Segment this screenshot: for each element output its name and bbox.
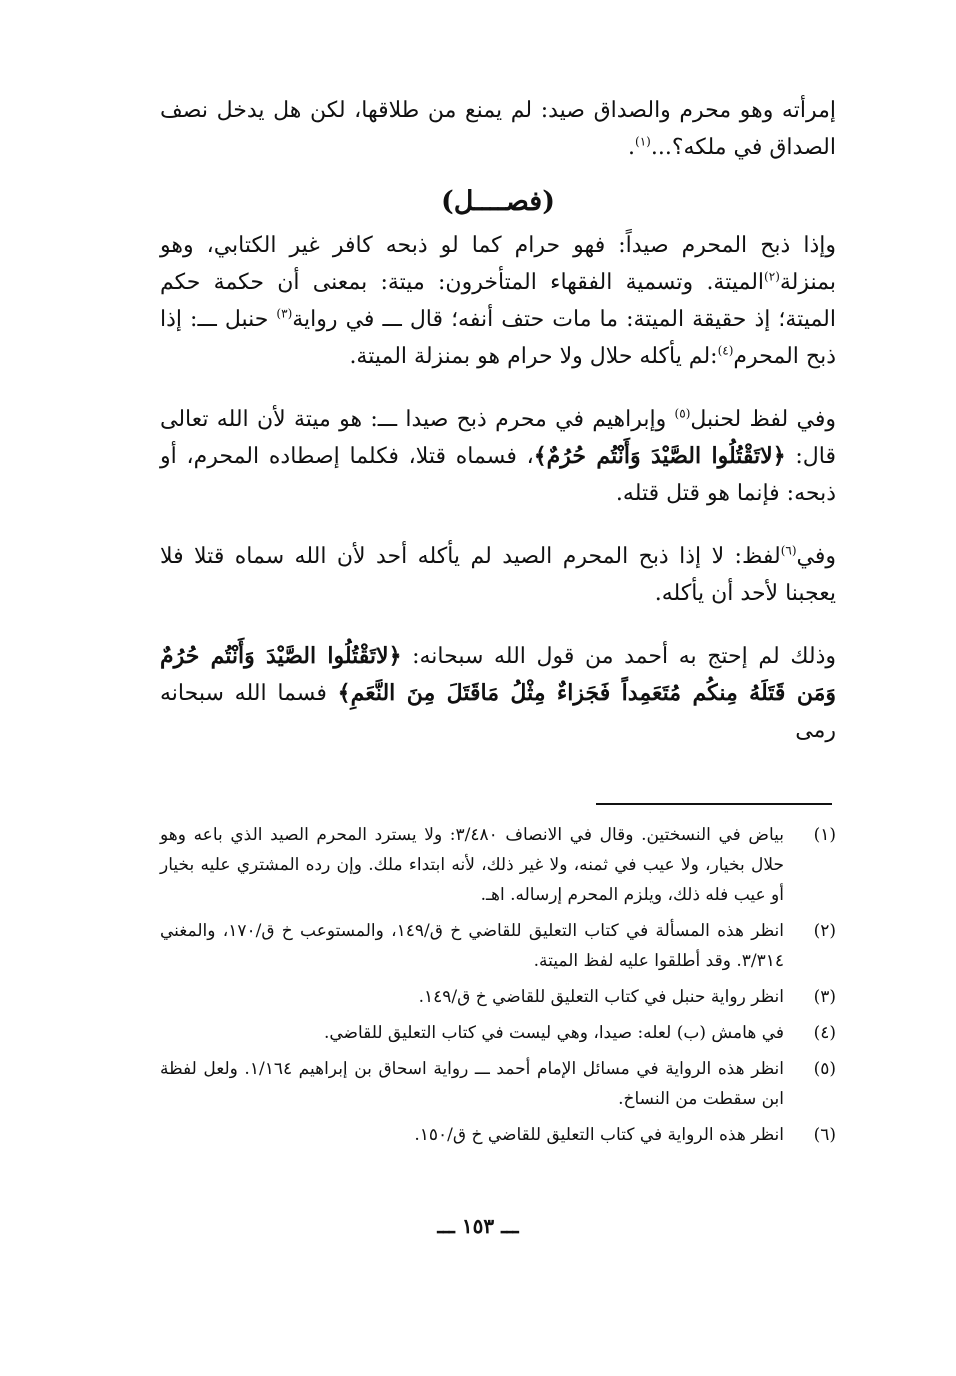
text-span: وذلك لم إحتج به أحمد من قول الله سبحانه: bbox=[401, 644, 836, 669]
footnote-number: (٦) bbox=[813, 1125, 836, 1145]
section-heading: (فصــــل) bbox=[441, 186, 555, 217]
text-span: إمرأته وهو محرم والصداق صيد: لم يمنع من طلاقها، لكن هل يدخل نصف الصداق في ملكه؟... bbox=[160, 98, 836, 160]
footnote-number: (٥) bbox=[813, 1059, 836, 1079]
footnote-text: انظر هذه المسألة في كتاب التعليق للقاضي خ ق/١٤٩، والمستوعب خ ق/١٧٠، والمغني ٣/٣١٤. وقد أطلقوا عليه لفظ الميتة. bbox=[160, 921, 784, 971]
main-text bbox=[160, 92, 836, 749]
footnote bbox=[160, 1054, 836, 1114]
spacer bbox=[160, 375, 836, 401]
footnote-text: انظر هذه الرواية في كتاب التعليق للقاضي خ ق/١٥٠. bbox=[414, 1125, 784, 1145]
footnote-ref[interactable]: (٣) bbox=[276, 306, 293, 321]
footnote-number: (٤) bbox=[813, 1023, 836, 1043]
footnote bbox=[160, 982, 836, 1012]
text-span: حنبل ـــ: إذا ذبح المحرم bbox=[160, 307, 836, 369]
footnote-ref[interactable]: (٥) bbox=[674, 406, 691, 421]
quran-quote: ﴿لاتَقْتُلُوا الصَّيْدَ وَأَنْتُم حُرُمٌ وَمَن قَتَلَهُ مِنكُم مُتَعَمِداً فَجَزاءٌ مِثْلُ مَاقَتَلَ مِنَ النَّعَمِ﴾ bbox=[160, 643, 836, 706]
text-span: وإبراهيم في محرم ذبح صيدا ـــ: هو ميتة لأن الله تعالى قال: bbox=[160, 407, 836, 469]
footnote-ref[interactable]: (٢) bbox=[764, 269, 780, 284]
text-span: :لم يأكله حلال ولا حرام هو بمنزلة الميتة. bbox=[349, 344, 718, 369]
text-span: لفظ: لا إذا ذبح المحرم الصيد لم يأكله أحد لأن الله سماه قتلا فلا يعجبنا لأحد أن يأكله. bbox=[160, 544, 836, 606]
footnote-ref[interactable]: (١) bbox=[635, 134, 651, 149]
text-span: . bbox=[628, 135, 636, 160]
text-span: وإذا ذبح المحرم صيداً: فهو حرام كما لو ذبحه كافر غير الكتابي، وهو بمنزلة bbox=[160, 233, 836, 295]
text-span: وفي bbox=[796, 544, 836, 569]
footnote bbox=[160, 820, 836, 910]
text-span: فسما الله سبحانه رمى bbox=[160, 681, 836, 743]
footnote bbox=[160, 916, 836, 976]
footnotes bbox=[160, 820, 836, 1156]
footnote-text: بياض في النسختين. وقال في الانصاف ٣/٤٨٠: ولا يسترد المحرم الصيد الذي باعه وهو حلال بخيار، ولا عيب في ثمنه، ولا غير ذلك، لأنه ابتداء ملك. وإن رده المشتري عليه بخيار أو عيب فله ذلك، ويلزم المحرم إرساله. اهـ. bbox=[160, 825, 784, 905]
footnote-text: في هامش (ب) لعله: صيدا، وهي ليست في كتاب التعليق للقاضي. bbox=[323, 1023, 784, 1043]
footnote-ref[interactable]: (٦) bbox=[780, 543, 797, 558]
footnote bbox=[160, 1120, 836, 1150]
footnote-ref[interactable]: (٤) bbox=[717, 343, 734, 358]
paragraph-2 bbox=[160, 227, 836, 375]
text-span: وفي لفظ لحنبل bbox=[690, 407, 836, 432]
paragraph-1 bbox=[160, 92, 836, 166]
footnote-number: (١) bbox=[813, 825, 836, 845]
paragraph-5 bbox=[160, 638, 836, 749]
footnote bbox=[160, 1018, 836, 1048]
footnote-number: (٢) bbox=[813, 921, 836, 941]
paragraph-3 bbox=[160, 401, 836, 512]
page-number: ـــ ١٥٣ ـــ bbox=[437, 1214, 519, 1238]
spacer bbox=[160, 612, 836, 638]
text-span: ، فسماه قتلا، فكلما إصطاده المحرم، أو ذبحه: فإنما هو قتل قتله. bbox=[160, 444, 836, 506]
footnote-number: (٣) bbox=[813, 987, 836, 1007]
paragraph-4 bbox=[160, 538, 836, 612]
text-span: الميتة. وتسمية الفقهاء المتأخرون: ميتة: بمعنى أن حكمة حكم الميتة؛ إذ حقيقة الميتة: ما مات حتف أنفه؛ قال ـــ في رواية bbox=[160, 270, 836, 332]
footnote-text: انظر رواية حنبل في كتاب التعليق للقاضي خ ق/١٤٩. bbox=[418, 987, 784, 1007]
footnote-divider bbox=[596, 803, 832, 805]
spacer bbox=[160, 512, 836, 538]
quran-quote: ﴿لاتَقْتُلُوا الصَّيْدَ وَأَنْتُم حُرُمٌ﴾ bbox=[533, 443, 786, 469]
footnote-text: انظر هذه الرواية في مسائل الإمام أحمد ـــ رواية اسحاق بن إبراهيم ١/١٦٤. ولعل لفظة ابن سقطت من النساخ. bbox=[160, 1059, 784, 1109]
